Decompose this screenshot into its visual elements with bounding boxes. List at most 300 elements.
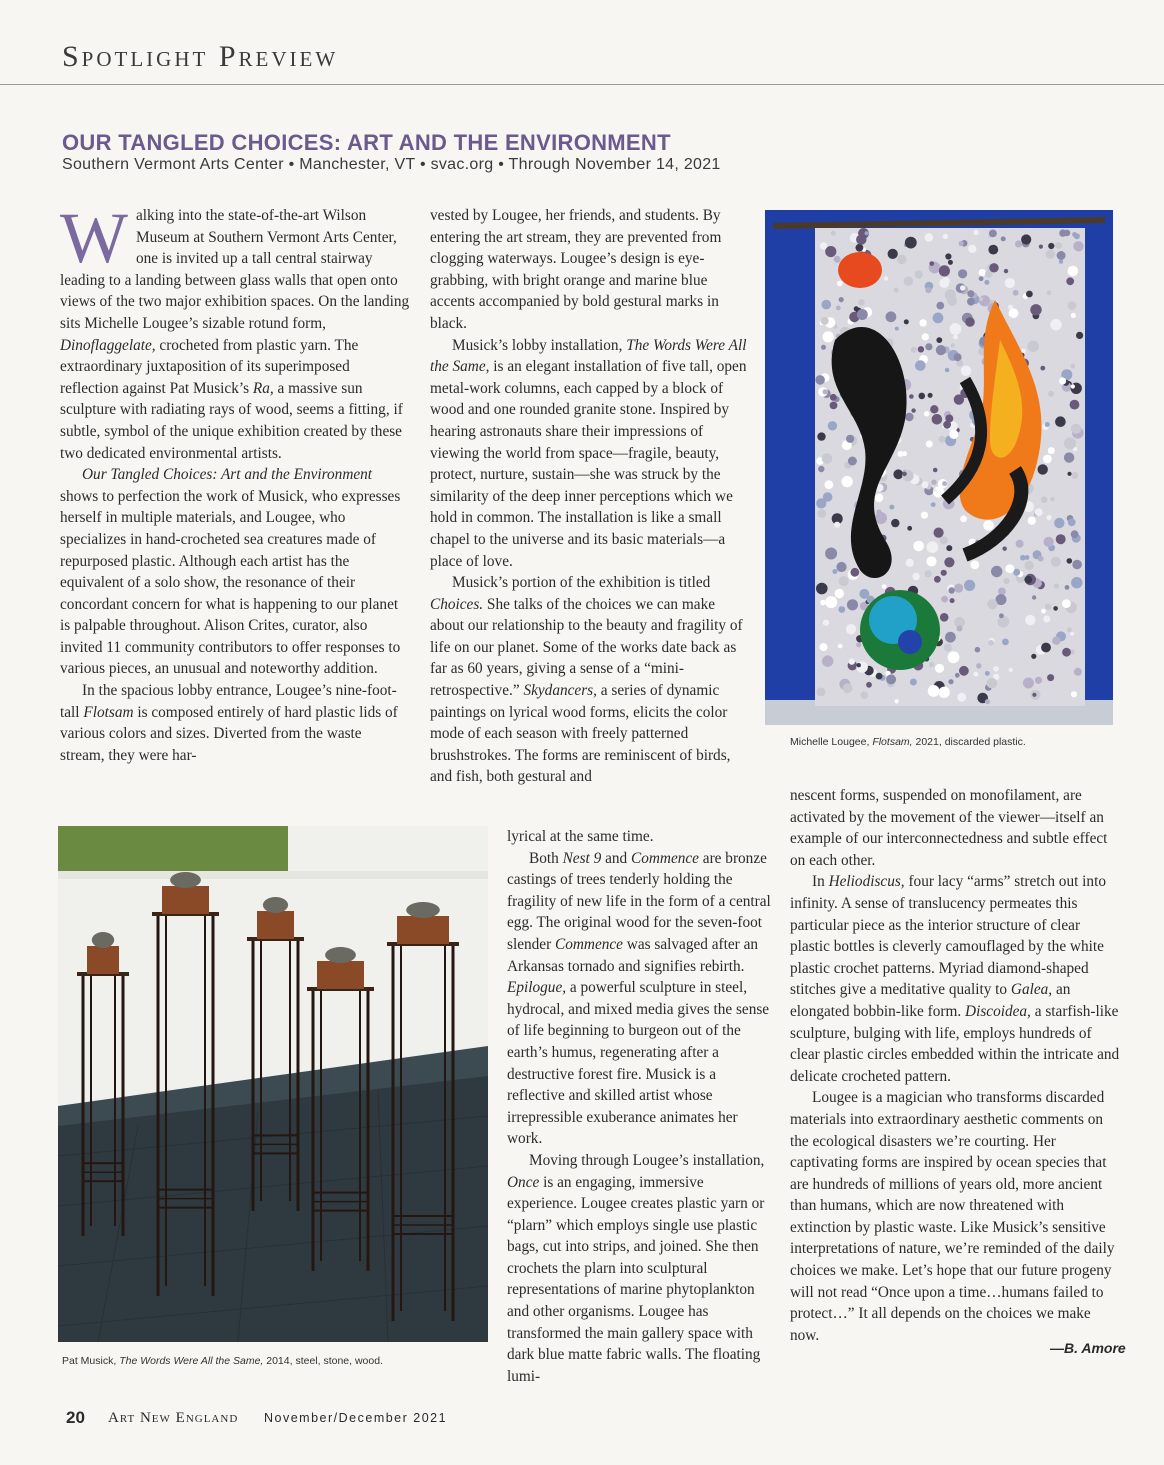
granite-stone bbox=[406, 902, 440, 918]
plastic-lid bbox=[1025, 561, 1034, 570]
text-column-1 bbox=[60, 198, 410, 805]
plastic-lid bbox=[831, 231, 836, 236]
paragraph: nescent forms, suspended on monofilament, are activated by the movement of the viewer—itself an example of our interconnectedness and subtle effect on each other. bbox=[790, 787, 1108, 869]
plastic-lid bbox=[1068, 518, 1076, 526]
plastic-lid bbox=[856, 244, 864, 252]
plastic-lid bbox=[823, 331, 834, 342]
plastic-lid bbox=[876, 673, 883, 680]
plastic-lid bbox=[1005, 278, 1015, 288]
plastic-lid bbox=[904, 277, 913, 286]
plastic-lid bbox=[1009, 668, 1013, 672]
plastic-lid bbox=[957, 693, 966, 702]
plastic-lid bbox=[925, 343, 932, 350]
plastic-lid bbox=[1048, 391, 1054, 397]
plastic-lid bbox=[999, 613, 1004, 618]
exhibition-title: Our Tangled Choices: Art and the Environment bbox=[82, 466, 373, 484]
article-headline: OUR TANGLED CHOICES: ART AND THE ENVIRONMENT bbox=[62, 130, 671, 155]
plastic-lid bbox=[1045, 604, 1051, 610]
plastic-lid bbox=[1045, 422, 1050, 427]
plastic-lid bbox=[895, 327, 899, 331]
plastic-lid bbox=[944, 557, 954, 567]
plastic-lid bbox=[905, 413, 914, 422]
plastic-lid bbox=[942, 481, 947, 486]
plastic-lid bbox=[1048, 243, 1054, 249]
plastic-lid bbox=[926, 441, 933, 448]
plastic-lid bbox=[939, 436, 946, 443]
plastic-lid bbox=[1054, 518, 1064, 528]
artwork-title: Commence bbox=[555, 935, 623, 953]
wood-block bbox=[317, 961, 364, 989]
plastic-lid bbox=[955, 673, 960, 678]
plastic-lid bbox=[856, 234, 866, 244]
plastic-lid bbox=[1003, 547, 1007, 551]
plastic-lid bbox=[936, 345, 946, 355]
plastic-lid bbox=[886, 311, 897, 322]
artwork-title: Discoidea, bbox=[965, 1002, 1031, 1020]
plastic-lid bbox=[1071, 424, 1081, 434]
plastic-lid bbox=[1071, 530, 1079, 538]
text-span: four lacy “arms” stretch out into infinity. A sense of translucency permeates this particular piece as the interior structure of clear plastic bottles is cleverly camouflaged by the white plastic crochet patterns. Myriad diamond-shaped stitches give a meditative quality to bbox=[790, 873, 1106, 999]
plastic-lid bbox=[817, 509, 826, 518]
plastic-lid bbox=[816, 583, 828, 595]
plastic-lid bbox=[1070, 364, 1075, 369]
plastic-lid bbox=[1055, 242, 1062, 249]
plastic-lid bbox=[948, 651, 960, 663]
plastic-lid bbox=[961, 366, 971, 376]
plastic-lid bbox=[940, 536, 948, 544]
text-span: Both bbox=[529, 849, 563, 867]
plastic-lid bbox=[1071, 472, 1078, 479]
plastic-lid bbox=[1027, 341, 1039, 353]
author-signature: —B. Amore bbox=[1050, 1340, 1126, 1356]
plastic-lid bbox=[987, 599, 997, 609]
plastic-lid bbox=[915, 360, 926, 371]
plastic-lid bbox=[1001, 236, 1006, 241]
plastic-lid bbox=[943, 234, 948, 239]
plastic-lid bbox=[947, 296, 957, 306]
plastic-lid bbox=[846, 624, 856, 634]
plastic-lid bbox=[817, 432, 825, 440]
flotsam-caption bbox=[790, 736, 1026, 748]
plastic-lid bbox=[1071, 384, 1075, 388]
paragraph bbox=[507, 1150, 772, 1388]
plastic-lid bbox=[1035, 677, 1042, 684]
issue-date: November/December 2021 bbox=[264, 1411, 448, 1425]
plastic-lid bbox=[930, 405, 938, 413]
plastic-lid bbox=[904, 319, 909, 324]
plastic-lid bbox=[1059, 229, 1066, 236]
plastic-lid bbox=[948, 679, 953, 684]
artwork-title: Galea, bbox=[1010, 981, 1053, 999]
plastic-lid bbox=[959, 241, 964, 246]
plastic-lid bbox=[1026, 291, 1033, 298]
plastic-lid bbox=[954, 584, 963, 593]
plastic-lid bbox=[857, 663, 861, 667]
granite-stone bbox=[325, 947, 356, 963]
plastic-lid bbox=[985, 699, 990, 704]
text-span: an elongated bobbin-like form. bbox=[790, 981, 1071, 1020]
plastic-lid bbox=[1023, 678, 1034, 689]
plastic-lid bbox=[934, 528, 944, 538]
plastic-lid bbox=[836, 562, 846, 572]
plastic-lid bbox=[949, 430, 958, 439]
plastic-lid bbox=[856, 642, 861, 647]
plastic-lid bbox=[1043, 616, 1050, 623]
plastic-lid bbox=[839, 297, 844, 302]
header-rule bbox=[0, 84, 1164, 85]
plastic-lid bbox=[1046, 515, 1051, 520]
words-caption bbox=[62, 1355, 383, 1367]
plastic-lid bbox=[832, 569, 837, 574]
plastic-lid bbox=[1004, 578, 1010, 584]
plastic-lid bbox=[1021, 234, 1031, 244]
text-span: is an engaging, immersive experience. Lougee creates plastic yarn or “plarn” which employs single use plastic bags, cut into strips, and joined. She then crochets the plarn into sculptural representations of marine phytoplankton and other organisms. Lougee has transformed the main gallery space with dark blue matte fabric walls. The floating lumi- bbox=[507, 1173, 765, 1385]
plastic-lid bbox=[821, 345, 826, 350]
plastic-lid bbox=[835, 589, 844, 598]
plastic-lid bbox=[979, 269, 986, 276]
plastic-lid bbox=[837, 281, 842, 286]
plastic-lid bbox=[842, 476, 853, 487]
plastic-lid bbox=[911, 347, 917, 353]
plastic-lid bbox=[861, 691, 869, 699]
section-header: Spotlight Preview bbox=[62, 40, 339, 73]
caption-text: 2021, discarded plastic. bbox=[912, 736, 1026, 748]
artwork-title: Once bbox=[507, 1173, 540, 1191]
plastic-lid bbox=[847, 599, 858, 610]
plastic-lid bbox=[931, 480, 936, 485]
plastic-lid bbox=[926, 556, 936, 566]
drop-cap: W bbox=[60, 198, 128, 278]
plastic-lid bbox=[1048, 447, 1055, 454]
plastic-lid bbox=[825, 246, 836, 257]
text-span: alking into the state-of-the-art Wilson Museum at Southern Vermont Arts Center, one is invited up a tall central stairway leading to a landing between glass walls that open onto views of the two major exhibition spaces. On the landing sits Michelle Lougee’s sizable rotund form, bbox=[60, 207, 410, 332]
plastic-lid bbox=[954, 353, 962, 361]
words-installation-photo bbox=[58, 826, 488, 1342]
plastic-lid bbox=[1047, 290, 1052, 295]
plastic-lid bbox=[935, 664, 944, 673]
plastic-lid bbox=[918, 346, 924, 352]
plastic-lid bbox=[907, 526, 912, 531]
plastic-lid bbox=[1059, 377, 1066, 384]
plastic-lid bbox=[849, 658, 855, 664]
artwork-title: Heliodiscus, bbox=[828, 873, 905, 891]
text-span: is composed entirely of hard plastic lids of various colors and sizes. Diverted from the waste stream, they were har- bbox=[60, 703, 398, 764]
plastic-lid bbox=[897, 255, 907, 265]
plastic-lid bbox=[1055, 416, 1066, 427]
plastic-lid bbox=[820, 600, 826, 606]
plastic-lid bbox=[928, 393, 933, 398]
plastic-lid bbox=[1068, 301, 1077, 310]
text-span: She talks of the choices we can make about our relationship to the beauty and fragility of life on our planet. Some of the works date back as far as 60 years, giving a sense of a “mini-retrospective.” bbox=[430, 595, 743, 700]
plastic-lid bbox=[945, 415, 953, 423]
plastic-lid bbox=[965, 317, 975, 327]
plastic-lid bbox=[910, 679, 917, 686]
plastic-lid bbox=[964, 580, 975, 591]
plastic-lid bbox=[976, 663, 981, 668]
flotsam-photo bbox=[765, 210, 1113, 725]
paragraph bbox=[430, 572, 750, 788]
plastic-lid bbox=[945, 368, 950, 373]
plastic-lid bbox=[1054, 583, 1059, 588]
plastic-lid bbox=[1064, 437, 1076, 449]
plastic-lid bbox=[1050, 497, 1055, 502]
plastic-lid bbox=[1025, 615, 1035, 625]
plastic-lid bbox=[993, 666, 998, 671]
plastic-lid bbox=[1041, 643, 1051, 653]
plastic-lid bbox=[834, 522, 840, 528]
plastic-lid bbox=[1065, 585, 1070, 590]
plastic-lid bbox=[857, 309, 868, 320]
plastic-lid bbox=[1064, 452, 1074, 462]
plastic-lid bbox=[1009, 308, 1019, 318]
wood-block bbox=[397, 916, 449, 944]
plastic-lid bbox=[988, 640, 994, 646]
plastic-lid bbox=[975, 647, 981, 653]
plastic-lid bbox=[929, 261, 934, 266]
plastic-lid bbox=[1074, 233, 1080, 239]
article-subhead: Southern Vermont Arts Center • Manchester, VT • svac.org • Through November 14, 2021 bbox=[62, 156, 721, 173]
plastic-lid bbox=[1053, 606, 1058, 611]
plastic-lid bbox=[839, 576, 849, 586]
plastic-lid bbox=[985, 671, 990, 676]
plastic-lid bbox=[1016, 540, 1024, 548]
plastic-lid bbox=[939, 278, 949, 288]
plastic-lid bbox=[1072, 560, 1082, 570]
plastic-lid bbox=[906, 559, 914, 567]
plastic-lid bbox=[1071, 577, 1082, 588]
plastic-lid bbox=[894, 288, 899, 293]
plastic-lid bbox=[1032, 693, 1036, 697]
text-span: In the spacious lobby entrance, Lougee’s nine-foot-tall bbox=[60, 682, 397, 721]
plastic-lid bbox=[973, 672, 978, 677]
plastic-lid bbox=[1066, 277, 1074, 285]
text-span: a powerful sculpture in steel, hydrocal, and mixed media gives the sense of life beginning to burgeon out of the earth’s humus, regenerating after a destructive forest fire. Musick is a reflective and skilled artist whose irrepressible exuberance animates her work. bbox=[507, 979, 770, 1148]
plastic-lid bbox=[884, 276, 888, 280]
text-span: shows to perfection the work of Musick, who expresses herself in multiple materials, and Lougee, who specializes in hand-crocheted sea creatures made of repurposed plastic. Although each artist has the equivalent of a solo show, the resonance of their concordant concern for what is happening to our planet is palpable throughout. Alison Crites, curator, also invited 11 community contributors to offer responses to various pieces, an unusual and noteworthy addition. bbox=[60, 487, 401, 678]
plastic-lid bbox=[848, 457, 857, 466]
plastic-lid bbox=[838, 606, 845, 613]
plastic-lid bbox=[816, 498, 826, 508]
plastic-lid bbox=[973, 230, 978, 235]
plastic-lid bbox=[1068, 266, 1079, 277]
plastic-lid bbox=[946, 545, 952, 551]
plastic-lid bbox=[944, 643, 952, 651]
plastic-lid bbox=[967, 298, 975, 306]
plastic-lid bbox=[1025, 555, 1030, 560]
plastic-lid bbox=[951, 343, 955, 347]
paragraph bbox=[60, 680, 410, 766]
paragraph bbox=[790, 871, 1120, 1087]
plastic-lid bbox=[958, 269, 967, 278]
plastic-lid bbox=[939, 265, 950, 276]
plastic-lid bbox=[919, 319, 926, 326]
artwork-title: Commence bbox=[631, 849, 699, 867]
plastic-lid bbox=[888, 249, 898, 259]
wood-block bbox=[162, 886, 209, 914]
plastic-lid bbox=[830, 402, 838, 410]
text-span: Musick’s lobby installation, bbox=[452, 336, 627, 354]
plastic-lid bbox=[886, 674, 896, 684]
plastic-lid bbox=[929, 662, 934, 667]
paragraph bbox=[430, 335, 750, 573]
plastic-lid bbox=[979, 276, 984, 281]
text-span: Musick’s portion of the exhibition is titled bbox=[452, 574, 711, 592]
plastic-lid bbox=[1056, 534, 1066, 544]
plastic-lid bbox=[979, 297, 983, 301]
plastic-lid bbox=[950, 323, 962, 335]
plastic-lid bbox=[1071, 313, 1076, 318]
plastic-lid bbox=[925, 287, 931, 293]
plastic-lid bbox=[1038, 556, 1044, 562]
plastic-lid bbox=[836, 306, 841, 311]
plastic-lid bbox=[934, 576, 941, 583]
artwork-title: Nest 9 bbox=[562, 849, 602, 867]
plastic-lid bbox=[843, 683, 853, 693]
text-span: Moving through Lougee’s installation, bbox=[529, 1151, 765, 1169]
plastic-lid bbox=[1073, 241, 1083, 251]
plastic-lid bbox=[913, 541, 924, 552]
plastic-lid bbox=[1004, 269, 1008, 273]
plastic-lid bbox=[1032, 595, 1036, 599]
plastic-lid bbox=[822, 300, 832, 310]
plastic-lid bbox=[850, 568, 859, 577]
text-column-3 bbox=[507, 826, 772, 1385]
plastic-lid bbox=[957, 626, 963, 632]
plastic-lid bbox=[928, 685, 940, 697]
plastic-lid bbox=[1005, 564, 1014, 573]
plastic-lid bbox=[1041, 609, 1046, 614]
plastic-lid bbox=[933, 313, 944, 324]
wood-block bbox=[87, 946, 119, 974]
plastic-lid bbox=[822, 453, 833, 464]
plastic-lid bbox=[905, 237, 917, 249]
plastic-lid bbox=[959, 666, 969, 676]
plastic-lid bbox=[941, 570, 947, 576]
granite-stone bbox=[170, 872, 201, 888]
plastic-lid bbox=[924, 411, 929, 416]
plastic-lid bbox=[1074, 668, 1082, 676]
paragraph: vested by Lougee, her friends, and students. By entering the art stream, they are prevented from clogging waterways. Lougee’s design is eye-grabbing, with bright orange and marine blue accents accompanied by bold gestural marks in black. bbox=[430, 207, 722, 332]
plastic-lid bbox=[932, 414, 943, 425]
plastic-lid bbox=[854, 306, 859, 311]
plastic-lid bbox=[1038, 464, 1048, 474]
artwork-title: Ra, bbox=[252, 379, 274, 397]
columns-illustration bbox=[58, 826, 488, 1342]
plastic-lid bbox=[912, 573, 919, 580]
plastic-lid bbox=[817, 687, 826, 696]
plastic-lid bbox=[950, 598, 955, 603]
plastic-lid bbox=[953, 335, 958, 340]
plastic-lid bbox=[933, 468, 938, 473]
plastic-lid bbox=[895, 699, 899, 703]
plastic-lid bbox=[865, 231, 869, 235]
artwork-title: Flotsam bbox=[83, 703, 134, 721]
plastic-lid bbox=[1050, 319, 1061, 330]
plastic-lid bbox=[818, 466, 824, 472]
plastic-lid bbox=[948, 587, 954, 593]
artwork-title: The Words Were All the Same, bbox=[430, 336, 747, 376]
plastic-lid bbox=[1062, 648, 1071, 657]
text-span: a starfish-like sculpture, bulging with life, employs hundreds of clear plastic circles embedded within the intricate and delicate crocheted pattern. bbox=[790, 1002, 1120, 1085]
plastic-lid bbox=[1047, 674, 1054, 681]
artwork-title: Choices. bbox=[430, 595, 484, 613]
paragraph: lyrical at the same time. bbox=[507, 828, 654, 845]
plastic-lid bbox=[1035, 508, 1043, 516]
plastic-lid bbox=[1041, 497, 1047, 503]
plastic-lid bbox=[933, 488, 937, 492]
text-span: and bbox=[601, 849, 631, 867]
wood-block bbox=[257, 911, 294, 939]
plastic-lid bbox=[846, 435, 854, 443]
plastic-lid bbox=[875, 512, 887, 524]
plastic-lid bbox=[858, 299, 865, 306]
text-column-2 bbox=[430, 205, 750, 825]
plastic-lid bbox=[1071, 691, 1077, 697]
plastic-lid bbox=[822, 655, 833, 666]
caption-text: Michelle Lougee, bbox=[790, 736, 873, 748]
plastic-lid bbox=[922, 481, 929, 488]
plastic-lid bbox=[968, 245, 976, 253]
plastic-lid bbox=[1039, 245, 1043, 249]
plastic-lid bbox=[989, 230, 997, 238]
paragraph bbox=[60, 464, 410, 680]
plastic-lid bbox=[1013, 290, 1019, 296]
plastic-lid bbox=[954, 394, 964, 404]
plastic-lid bbox=[921, 512, 928, 519]
flotsam-illustration bbox=[765, 210, 1113, 725]
paragraph bbox=[507, 848, 772, 1150]
plastic-lid bbox=[1028, 517, 1036, 525]
plastic-lid bbox=[915, 270, 923, 278]
plastic-lid bbox=[939, 687, 950, 698]
plastic-lid bbox=[828, 421, 837, 430]
plastic-lid bbox=[1067, 627, 1072, 632]
plastic-lid bbox=[825, 596, 837, 608]
plastic-lid bbox=[893, 469, 903, 479]
plastic-lid bbox=[1062, 599, 1071, 608]
plastic-lid bbox=[984, 280, 989, 285]
plastic-lid bbox=[983, 520, 994, 531]
text-span: In bbox=[812, 873, 829, 891]
plastic-lid bbox=[1015, 240, 1022, 247]
text-span: a massive sun sculpture with radiating rays of wood, seems a fitting, if subtle, symbol of the unique exhibition created by these two dedicated environmental artists. bbox=[60, 379, 403, 462]
plastic-lid bbox=[838, 644, 843, 649]
plastic-lid bbox=[825, 548, 837, 560]
plastic-lid bbox=[1067, 558, 1073, 564]
plastic-lid bbox=[1024, 576, 1032, 584]
plastic-lid bbox=[825, 480, 834, 489]
plastic-lid bbox=[988, 245, 998, 255]
plastic-lid bbox=[989, 263, 998, 272]
plastic-lid bbox=[1076, 332, 1083, 339]
plastic-lid bbox=[925, 233, 934, 242]
plastic-lid bbox=[922, 333, 929, 340]
plastic-lid bbox=[882, 584, 887, 589]
plastic-lid bbox=[931, 502, 936, 507]
plastic-lid bbox=[927, 541, 939, 553]
plastic-lid bbox=[991, 566, 1002, 577]
plastic-lid bbox=[1030, 304, 1041, 315]
plastic-lid bbox=[1040, 366, 1045, 371]
plastic-lid bbox=[891, 519, 899, 527]
plastic-lid bbox=[1044, 537, 1054, 547]
plastic-lid bbox=[960, 285, 965, 290]
granite-stone bbox=[263, 897, 288, 913]
plastic-lid bbox=[1002, 639, 1009, 646]
plastic-lid bbox=[1051, 557, 1061, 567]
plastic-lid bbox=[815, 375, 825, 385]
plastic-lid bbox=[945, 632, 956, 643]
